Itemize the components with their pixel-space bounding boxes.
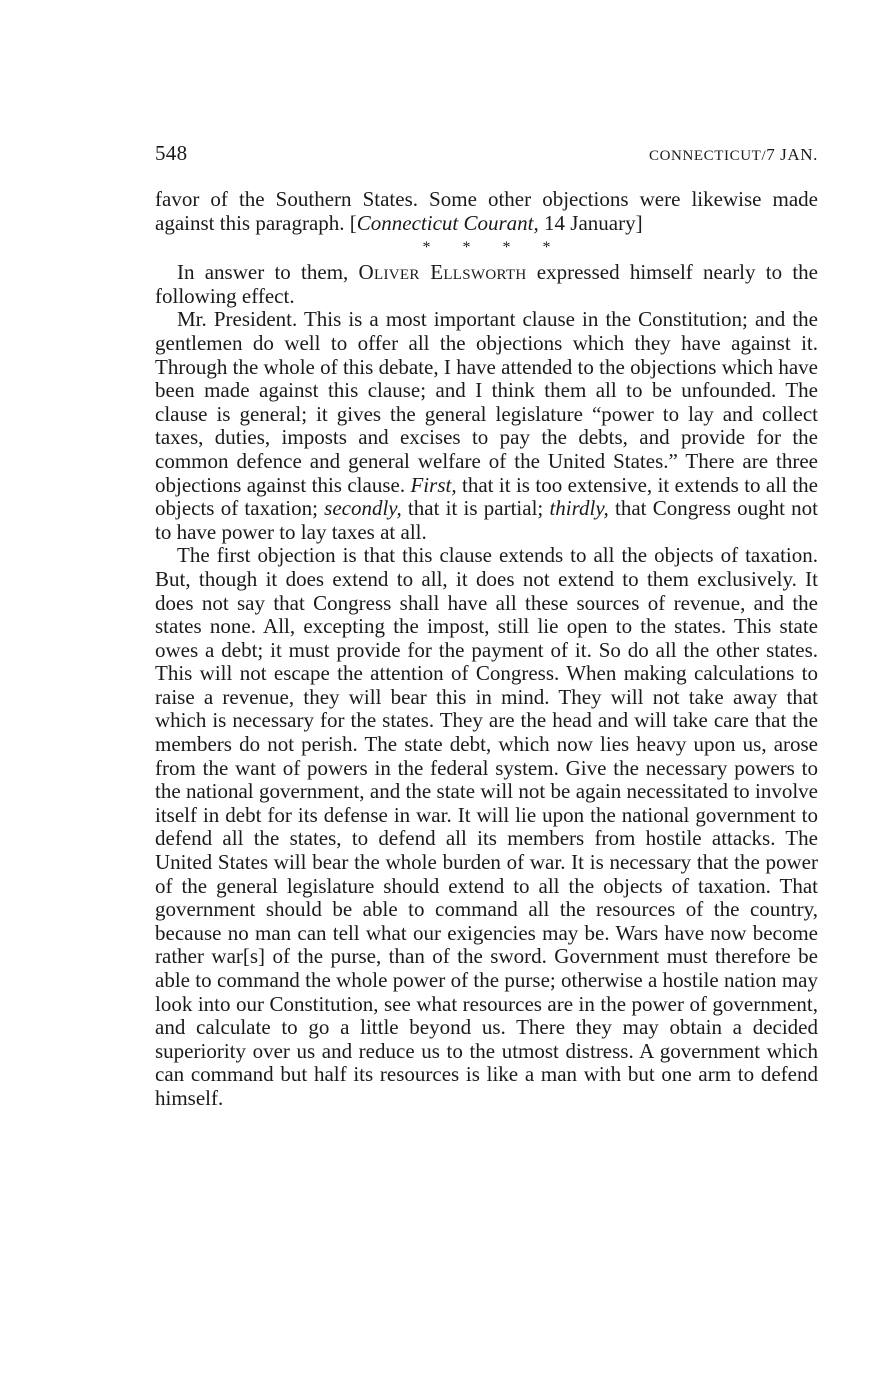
paragraph-text: that it is partial; [401,496,550,521]
paragraph-intro [155,261,818,308]
section-separator: * * * * [422,239,565,257]
paragraph-first-objection: The first objection is that this clause extends to all the objects of taxation. But, though it does extend to all, it does not extend to them exclusively. It does not say that Congress shall have all these sources of revenue, and the states none. All, excepting the impost, still lie open to the states. This state owes a debt; it must provide for the payment of it. So do all the other states. This will not escape the attention of Congress. When making calculations to raise a revenue, they will bear this in mind. They will not take away that which is necessary for the states. They are the head and will take care that the members do not perish. The state debt, which now lies heavy upon us, arose from the want of powers in the federal system. Give the necessary powers to the national government, and the state will not be again necessitated to involve itself in debt for its defense in war. It will lie upon the national government to defend all the states, to defend all its members from hostile attacks. The United States will bear the whole burden of war. It is necessary that the power of the general legislature should extend to all the objects of taxation. That government should be able to command all the resources of the country, because no man can tell what our exigencies may be. Wars have now become rather war[s] of the purse, than of the sword. Government must therefore be able to command the whole power of the purse; otherwise a hostile nation may look into our Constitution, see what resources are in the power of government, and calculate to go a little beyond us. There they may obtain a decided superiority over us and reduce us to the utmost distress. A government which can command but half its resources is like a man with but one arm to defend himself. [155,543,818,1110]
paragraph-text: expressed himself nearly to the following effect. [155,260,819,308]
paragraph-text: that it is too extensive, it extends to all the objects of taxation; [155,472,818,521]
emphasis-secondly: secondly, [324,496,402,521]
paragraph-speech-opening [155,308,818,544]
paragraph-continuation [155,188,818,235]
paragraph-text: In answer to them, [177,260,359,285]
emphasis-first: First, [410,472,457,497]
paragraph-text: Mr. President. This is a most important clause in the Constitution; and the gentlemen do well to offer all the objections which they have against it. Through the whole of this debate, I have attended to the objections which have been made against this clause; and I think them all to be unfounded. The clause is general; it gives the general legislature “power to lay and collect taxes, duties, imposts and excises to pay the debts, and provide for the common defence and general welfare of the United States.” There are three objections against this clause. [155,307,818,497]
paragraph-text: that Congress ought not to have power to lay taxes at all. [155,496,819,544]
speaker-name: Oliver Ellsworth [358,260,527,285]
citation-source: Connecticut Courant, [356,210,539,235]
page-number: 548 [155,141,188,165]
emphasis-thirdly: thirdly, [549,496,609,521]
page-header [155,141,818,171]
body-text [155,188,818,1111]
paragraph-text: favor of the Southern States. Some other objections were likewise made against this paragraph. [ [155,187,818,235]
running-head-date: 7 JAN. [766,145,818,164]
running-head-state: CONNECTICUT/ [649,148,767,164]
citation-date: 14 January] [538,210,643,235]
running-head [649,145,818,165]
